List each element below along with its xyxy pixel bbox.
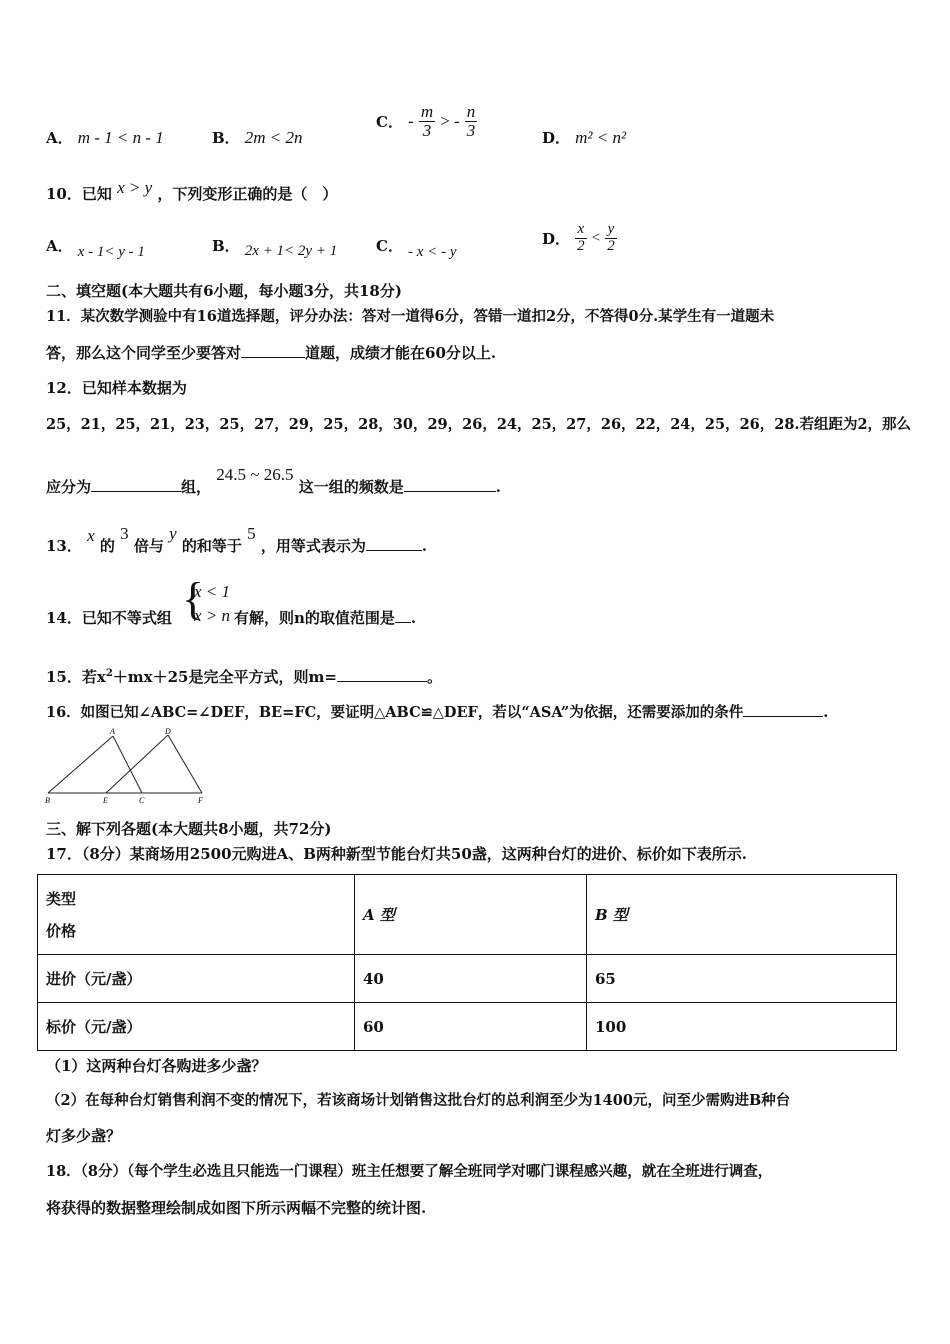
table-row [38, 955, 897, 1003]
table-row [38, 1003, 897, 1051]
q12-line3-pre: 应分为 [46, 478, 92, 496]
q9-option-a [46, 127, 164, 148]
q9-option-d-label: D． [542, 129, 571, 147]
q10-option-d-num2: y [605, 222, 617, 239]
q11-line2 [46, 342, 496, 363]
q14-tail [234, 607, 416, 628]
q18-line1: 18．（8分）（每个学生必选且只能选一门课程）班主任想要了解全班同学对哪门课程感兴趣，就在全班进行调查， [46, 1163, 773, 1180]
q10-option-d-den2: 2 [607, 237, 615, 254]
section3-title: 三、解下列各题(本大题共8小题，共72分) [46, 820, 332, 838]
q11-answer-blank[interactable] [241, 343, 305, 358]
segment-de [106, 735, 168, 793]
q9-option-b-expr: 2m < 2n [244, 128, 303, 147]
q9-option-a-expr: m - 1 < n - 1 [77, 128, 164, 147]
q9-option-c-num2: n [466, 102, 476, 121]
q13-end: . [421, 537, 428, 555]
q9-option-c [376, 103, 477, 140]
q10-option-c-expr: - x < - y [408, 244, 457, 260]
q15-answer-blank[interactable] [337, 667, 427, 682]
q10-option-c-label: C． [376, 237, 403, 255]
q9-option-b-label: B． [212, 129, 240, 147]
q13-line [46, 524, 428, 556]
table-col-b: B 型 [587, 875, 897, 955]
point-d-label: D [165, 727, 171, 736]
q13-t2: 倍与 [133, 537, 164, 555]
q9-option-a-label: A． [46, 129, 73, 147]
table-row-label: 标价（元/盏） [38, 1003, 355, 1051]
q9-option-c-mid: > - [440, 111, 460, 131]
q16-end: . [823, 704, 829, 721]
q13-t3: 的和等于 [181, 537, 242, 555]
q14-post: 有解，则n的取值范围是 [234, 609, 395, 627]
q15-sup: 2 [105, 668, 113, 679]
q17-sub1: （1）这两种台灯各购进多少盏？ [46, 1057, 267, 1075]
q12-line3-mid: 组， [181, 478, 212, 496]
q13-answer-blank[interactable] [366, 536, 422, 551]
point-c-label: C [139, 796, 145, 805]
q10-option-d-num1: x [575, 222, 587, 239]
q16-triangle-figure [40, 725, 220, 810]
q10-option-d-frac1 [575, 222, 587, 255]
table-cell-a: 40 [355, 955, 587, 1003]
segment-ab [48, 736, 113, 793]
q10-option-d-mid: < [591, 229, 601, 246]
q12-line3-end: . [495, 478, 501, 496]
q10-option-d-den1: 2 [577, 237, 585, 254]
q10-option-b-expr: 2x + 1< 2y + 1 [244, 243, 338, 259]
q14-brace: { [182, 573, 205, 624]
q12-groups-blank[interactable] [91, 477, 181, 492]
q13-five: 5 [247, 524, 256, 543]
q10-option-d-frac2 [605, 222, 617, 255]
q9-option-c-minus: - [408, 111, 414, 131]
q11-line1: 11．某次数学测验中有16道选择题，评分办法：答对一道得6分，答错一道扣2分，不答得0分.某学生有一道题未 [46, 308, 775, 325]
q18-line2: 将获得的数据整理绘制成如图下所示两幅不完整的统计图. [46, 1199, 427, 1217]
segment-ac [113, 736, 142, 793]
q9-option-d [542, 127, 626, 148]
q9-option-c-frac2 [465, 103, 478, 140]
q9-option-b [212, 127, 303, 148]
q16-line [46, 701, 828, 722]
table-header-row [38, 875, 897, 955]
q17-stem: 17．（8分）某商场用2500元购进A、B两种新型节能台灯共50盏，这两种台灯的进价、标价如下表所示. [46, 845, 747, 863]
q10-stem [46, 178, 338, 204]
q13-y: y [169, 524, 177, 543]
table-cell-b: 65 [587, 955, 897, 1003]
q16-text: 16．如图已知∠ABC=∠DEF，BE=FC，要证明△ABC≌△DEF，若以“ASA”为依据，还需要添加的条件 [46, 704, 744, 721]
q15-pre: 15．若x [46, 668, 106, 686]
q14-answer-blank[interactable] [395, 608, 411, 623]
q12-line1: 12．已知样本数据为 [46, 379, 187, 397]
q9-option-c-frac1 [419, 103, 435, 140]
q9-option-d-expr: m² < n² [575, 128, 627, 147]
table-header-price: 价格 [46, 921, 77, 940]
segment-df [168, 735, 202, 793]
q12-line2: 25，21，25，21，23，25，27，29，25，28，30，29，26，24，25，27，26，22，24，25，26，28.若组距为2，那么 [46, 416, 912, 433]
table-header-type: 类型 [46, 889, 77, 908]
q9-option-c-num1: m [420, 102, 434, 121]
table-corner-cell [38, 875, 355, 955]
q11-line2-post: 道题，成绩才能在60分以上. [305, 344, 497, 362]
q13-t1: 的 [99, 537, 115, 555]
q13-num: 13． [46, 537, 82, 555]
point-a-label: A [110, 727, 115, 736]
q12-line3-post: 这一组的频数是 [298, 478, 404, 496]
q15-mid: ＋mx＋25是完全平方式，则m= [112, 668, 337, 686]
q10-option-a-label: A． [46, 237, 73, 255]
q10-option-d-label: D． [542, 229, 571, 248]
q12-frequency-blank[interactable] [404, 477, 496, 492]
table-cell-a: 60 [355, 1003, 587, 1051]
q12-interval: 24.5 ~ 26.5 [216, 465, 294, 484]
q14-ineq1: x < 1 [194, 582, 231, 601]
section2-title: 二、填空题(本大题共有6小题，每小题3分，共18分) [46, 282, 402, 300]
q15-line [46, 666, 442, 687]
q15-end: 。 [426, 668, 442, 686]
point-b-label: B [45, 796, 50, 805]
q9-option-c-label: C． [376, 112, 403, 131]
q13-t4: ，用等式表示为 [260, 537, 366, 555]
table-col-a: A 型 [355, 875, 587, 955]
q14-ineq2: x > n [194, 606, 231, 625]
q13-x: x [87, 526, 95, 545]
q11-line2-pre: 答，那么这个同学至少要答对 [46, 344, 242, 362]
q17-sub2-line2: 灯多少盏？ [46, 1127, 122, 1145]
q12-line3 [46, 465, 501, 497]
q9-option-c-den1: 3 [422, 120, 432, 140]
q14-system [194, 580, 230, 628]
q14-pre: 14．已知不等式组 [46, 609, 172, 627]
q10-stem-pre: 10．已知 [46, 185, 112, 203]
q16-answer-blank[interactable] [743, 702, 823, 717]
q14-end: . [410, 609, 417, 627]
q13-three: 3 [120, 524, 129, 543]
q17-sub2-line1: （2）在每种台灯销售利润不变的情况下，若该商场计划销售这批台灯的总利润至少为1400元，问至少需购进B种台 [46, 1092, 791, 1109]
point-f-label: F [198, 796, 203, 805]
table-cell-b: 100 [587, 1003, 897, 1051]
q10-option-b [212, 235, 338, 259]
q14-line [46, 573, 417, 634]
q10-option-a-expr: x - 1< y - 1 [77, 244, 145, 260]
q10-option-a [46, 235, 145, 260]
q17-price-table [37, 874, 897, 1051]
q10-stem-expr: x > y [117, 178, 153, 197]
q10-option-b-label: B． [212, 237, 240, 255]
q10-option-d [542, 222, 617, 255]
point-e-label: E [103, 796, 108, 805]
q10-stem-post: ，下列变形正确的是（ ） [157, 185, 338, 203]
q10-option-c [376, 235, 457, 260]
q9-option-c-den2: 3 [466, 120, 476, 140]
table-row-label: 进价（元/盏） [38, 955, 355, 1003]
